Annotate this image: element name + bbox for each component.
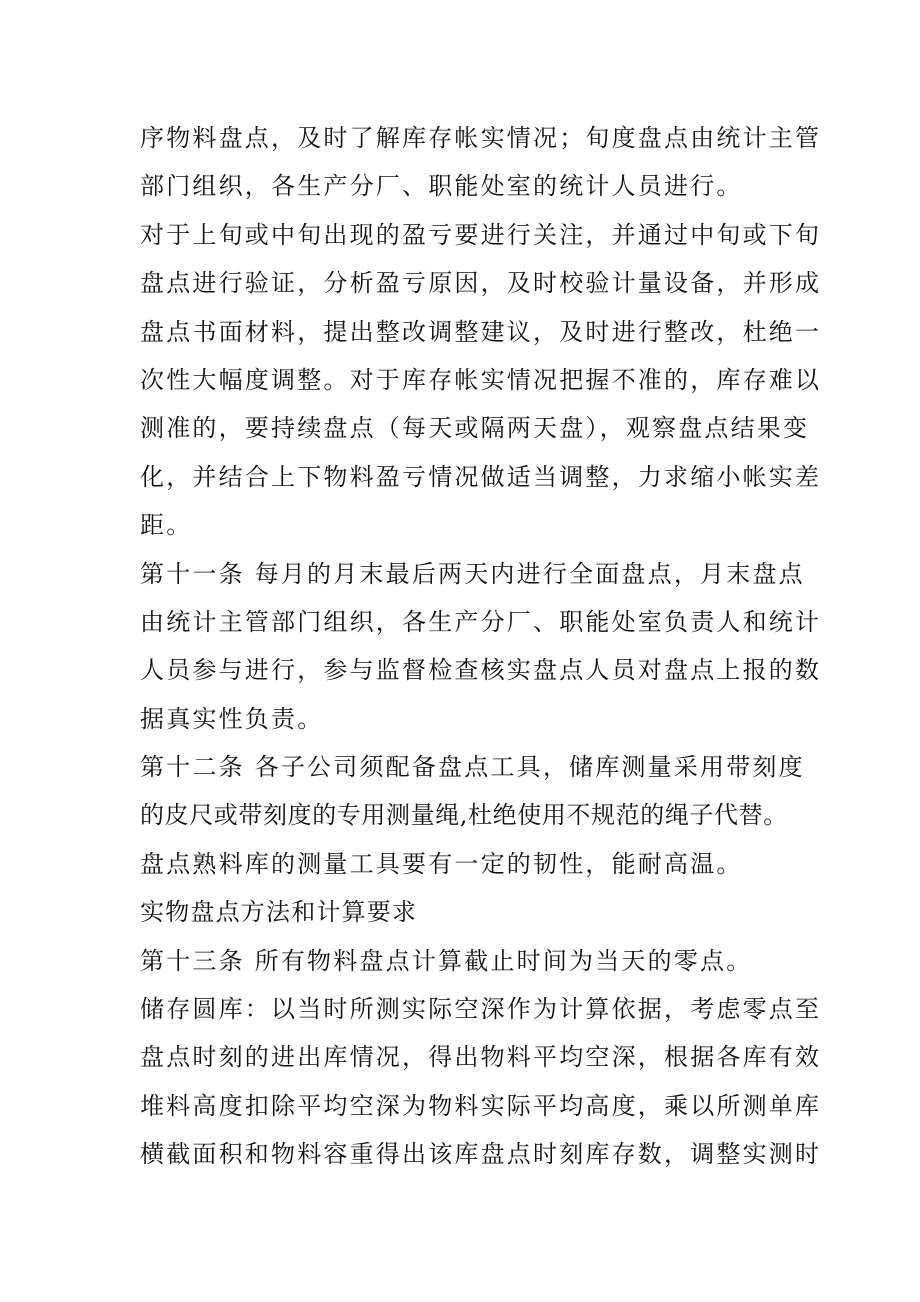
text-line: 盘点时刻的进出库情况，得出物料平均空深，根据各库有效 — [140, 1043, 822, 1072]
text-line: 的皮尺或带刻度的专用测量绳,杜绝使用不规范的绳子代替。 — [140, 801, 788, 830]
text-line: 化，并结合上下物料盈亏情况做适当调整，力求缩小帐实差 — [140, 462, 822, 491]
text-line: 对于上旬或中旬出现的盈亏要进行关注，并通过中旬或下旬 — [140, 220, 822, 249]
text-line: 盘点熟料库的测量工具要有一定的韧性，能耐高温。 — [140, 849, 743, 878]
text-line: 盘点进行验证，分析盈亏原因，及时校验计量设备，并形成 — [140, 269, 822, 298]
article-heading-line: 第十三条 所有物料盘点计算截止时间为当天的零点。 — [140, 946, 753, 975]
text-line: 人员参与进行，参与监督检查核实盘点人员对盘点上报的数 — [140, 656, 822, 685]
section-heading: 实物盘点方法和计算要求 — [140, 898, 418, 927]
text-line: 储存圆库：以当时所测实际空深作为计算依据，考虑零点至 — [140, 995, 822, 1024]
text-line: 距。 — [140, 511, 193, 540]
text-line: 横截面积和物料容重得出该库盘点时刻库存数，调整实测时 — [140, 1140, 822, 1169]
text-line: 由统计主管部门组织，各生产分厂、职能处室负责人和统计 — [140, 607, 822, 636]
text-line: 序物料盘点，及时了解库存帐实情况；旬度盘点由统计主管 — [140, 124, 822, 152]
text-line: 据真实性负责。 — [140, 704, 324, 733]
text-line: 部门组织，各生产分厂、职能处室的统计人员进行。 — [140, 172, 743, 201]
article-heading-line: 第十二条 各子公司须配备盘点工具，储库测量采用带刻度 — [140, 753, 805, 782]
body-text — [140, 114, 822, 1179]
text-line: 次性大幅度调整。对于库存帐实情况把握不准的，库存难以 — [140, 365, 822, 394]
article-heading-line: 第十一条 每月的月末最后两天内进行全面盘点，月末盘点 — [140, 559, 805, 588]
text-line: 盘点书面材料，提出整改调整建议，及时进行整改，杜绝一 — [140, 317, 822, 346]
text-line: 测准的，要持续盘点（每天或隔两天盘），观察盘点结果变 — [140, 414, 810, 443]
text-line: 堆料高度扣除平均空深为物料实际平均高度，乘以所测单库 — [140, 1091, 822, 1120]
